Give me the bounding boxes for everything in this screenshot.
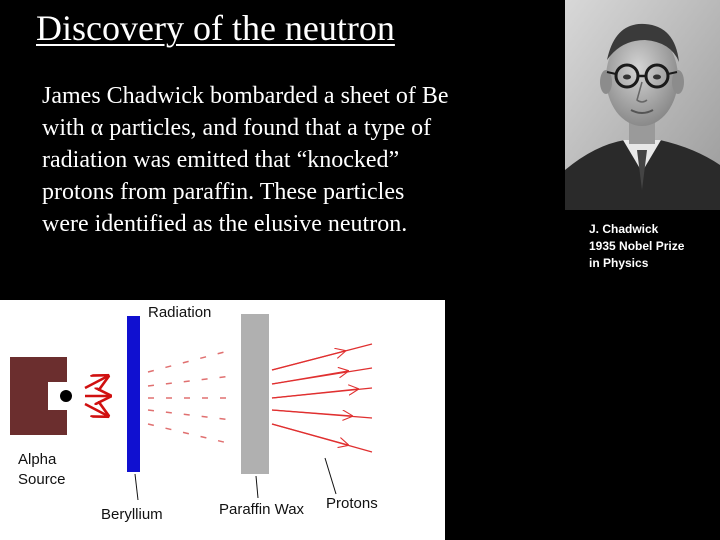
alpha-particle-arrows <box>85 376 110 416</box>
label-beryllium: Beryllium <box>101 506 163 523</box>
beryllium-pointer <box>135 474 138 500</box>
caption-field: in Physics <box>589 256 649 270</box>
label-radiation: Radiation <box>148 304 212 321</box>
chadwick-portrait <box>565 0 720 210</box>
proton-arrows <box>272 344 372 452</box>
caption-prize: 1935 Nobel Prize <box>589 239 685 253</box>
label-source: Source <box>18 471 66 488</box>
body-line: radiation was emitted that “knocked” <box>42 147 400 173</box>
body-text <box>42 80 542 240</box>
body-line: were identified as the elusive neutron. <box>42 211 408 237</box>
portrait-caption <box>589 221 684 272</box>
label-protons: Protons <box>326 495 378 512</box>
caption-name: J. Chadwick <box>589 222 659 236</box>
paraffin-pointer <box>256 476 258 498</box>
slide-title: Discovery of the neutron <box>36 8 395 48</box>
body-line: with α particles, and found that a type of <box>42 115 432 141</box>
label-alpha: Alpha <box>18 451 57 468</box>
body-line: James Chadwick bombarded a sheet of Be <box>42 83 449 109</box>
body-line: protons from paraffin. These particles <box>42 179 405 205</box>
alpha-source-box <box>10 357 74 435</box>
beryllium-sheet <box>127 316 140 472</box>
paraffin-wax-block <box>241 314 269 474</box>
protons-pointer <box>325 458 336 494</box>
label-paraffin-wax: Paraffin Wax <box>219 501 305 518</box>
experiment-diagram <box>0 300 445 540</box>
radiation-rays <box>148 350 232 444</box>
